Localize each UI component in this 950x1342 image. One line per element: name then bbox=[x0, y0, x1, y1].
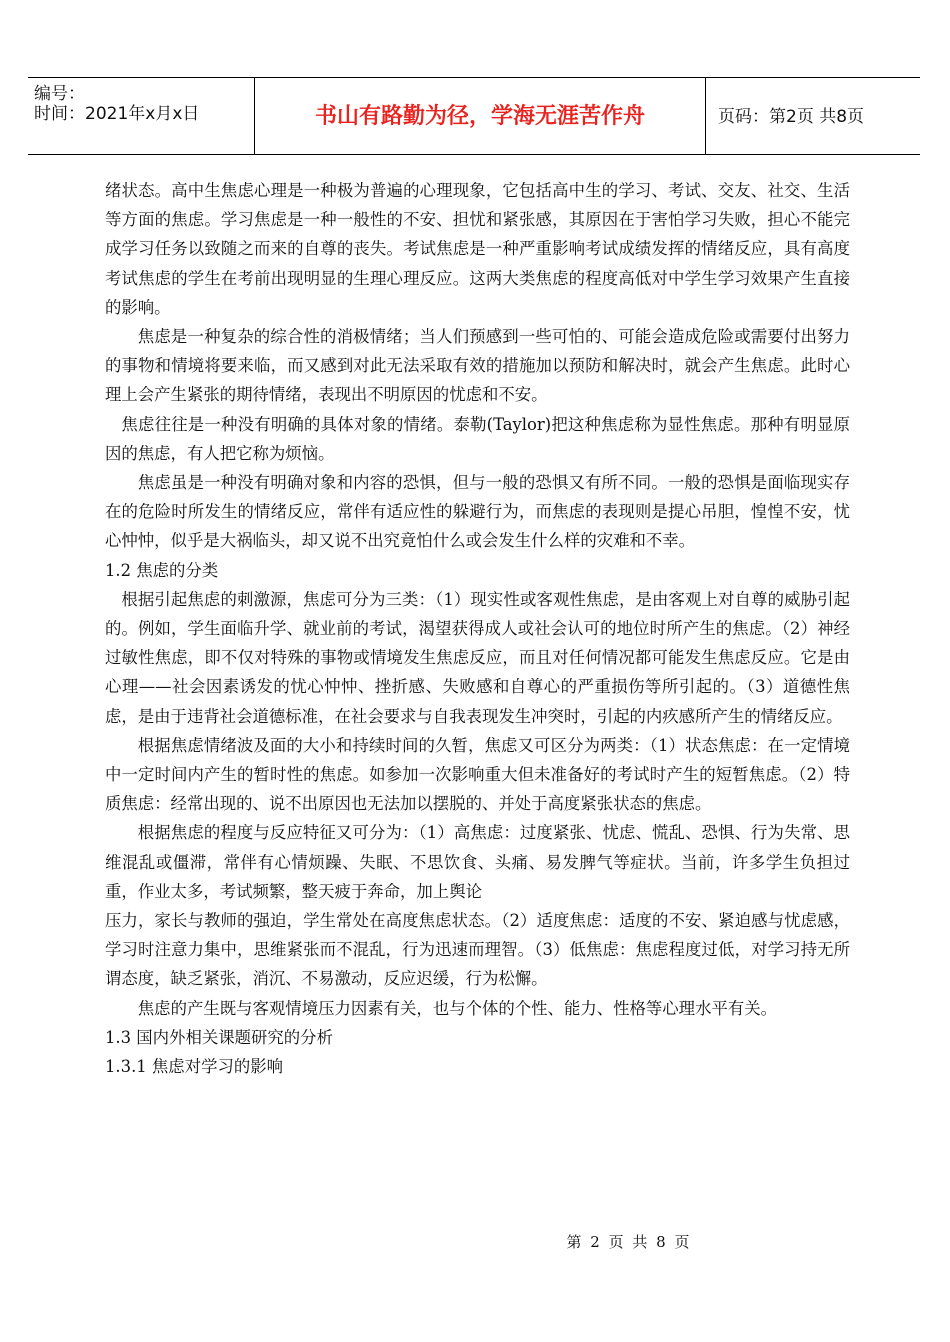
page-header bbox=[28, 77, 920, 155]
body-paragraph: 根据焦虑情绪波及面的大小和持续时间的久暂，焦虑又可区分为两类：（1）状态焦虑：在一定情境中一定时间内产生的暂时性的焦虑。如参加一次影响重大但未准备好的考试时产生的短暂焦虑。（2）特质焦虑：经常出现的、说不出原因也无法加以摆脱的、并处于高度紧张状态的焦虑。 bbox=[105, 735, 850, 814]
body-paragraph: 压力，家长与教师的强迫，学生常处在高度焦虑状态。（2）适度焦虑：适度的不安、紧迫感与忧虑感，学习时注意力集中，思维紧张而不混乱，行为迅速而理智。（3）低焦虑：焦虑程度过低，对学习持无所谓态度，缺乏紧张，消沉、不易激动，反应迟缓，行为松懈。 bbox=[105, 911, 850, 989]
header-page-cell bbox=[706, 78, 920, 154]
header-left-cell bbox=[28, 78, 254, 154]
section-heading: 1.2 焦虑的分类 bbox=[105, 560, 219, 580]
body-paragraph: 根据焦虑的程度与反应特征又可分为：（1）高焦虑：过度紧张、忧虑、慌乱、恐惧、行为失常、思维混乱或僵滞，常伴有心情烦躁、失眠、不思饮食、头痛、易发脾气等症状。当前，许多学生负担过重，作业太多，考试频繁，整天疲于奔命，加上舆论 bbox=[105, 823, 850, 901]
body-paragraph: 焦虑的产生既与客观情境压力因素有关，也与个体的个性、能力、性格等心理水平有关。 bbox=[137, 998, 778, 1018]
body-paragraph: 焦虑是一种复杂的综合性的消极情绪；当人们预感到一些可怕的、可能会造成危险或需要付出努力的事物和情境将要来临，而又感到对此无法采取有效的措施加以预防和解决时，就会产生焦虑。此时心理上会产生紧张的期待情绪，表现出不明原因的忧虑和不安。 bbox=[105, 327, 850, 405]
header-motto-cell bbox=[254, 78, 706, 154]
doc-code-label: 编号： bbox=[34, 84, 85, 104]
page-number: 第 2 页 共 8 页 bbox=[566, 1233, 692, 1251]
body-paragraph: 根据引起焦虑的刺激源，焦虑可分为三类：（1）现实性或客观性焦虑，是由客观上对自尊的威胁引起的。例如，学生面临升学、就业前的考试，渴望获得成人或社会认可的地位时所产生的焦虑。（2）神经过敏性焦虑，即不仅对特殊的事物或情境发生焦虑反应，而且对任何情况都可能发生焦虑反应。它是由心理——社会因素诱发的忧心忡忡、挫折感、失败感和自尊心的严重损伤等所引起的。（3）道德性焦虑，是由于违背社会道德标准，在社会要求与自我表现发生冲突时，引起的内疚感所产生的情绪反应。 bbox=[105, 589, 850, 726]
body-paragraph: 绪状态。高中生焦虑心理是一种极为普遍的心理现象，它包括高中生的学习、考试、交友、社交、生活等方面的焦虑。学习焦虑是一种一般性的不安、担忧和紧张感，其原因在于害怕学习失败，担心不能完成学习任务以致随之而来的自尊的丧失。考试焦虑是一种严重影响考试成绩发挥的情绪反应，具有高度考试焦虑的学生在考前出现明显的生理心理反应。这两大类焦虑的程度高低对中学生学习效果产生直接的影响。 bbox=[105, 181, 850, 317]
header-motto: 书山有路勤为径，学海无涯苦作舟 bbox=[314, 104, 645, 129]
section-heading: 1.3.1 焦虑对学习的影响 bbox=[105, 1057, 284, 1077]
doc-time-label: 时间：2021年x月x日 bbox=[34, 104, 200, 124]
header-page-info: 页码：第2页 共8页 bbox=[718, 107, 865, 127]
page-footer bbox=[0, 1232, 950, 1252]
section-heading: 1.3 国内外相关课题研究的分析 bbox=[105, 1027, 333, 1047]
body-paragraph: 焦虑虽是一种没有明确对象和内容的恐惧，但与一般的恐惧又有所不同。一般的恐惧是面临现实存在的危险时所发生的情绪反应，常伴有适应性的躲避行为，而焦虑的表现则是提心吊胆，惶惶不安，忧心忡忡，似乎是大祸临头，却又说不出究竟怕什么或会发生什么样的灾难和不幸。 bbox=[105, 473, 850, 551]
document-body bbox=[105, 176, 850, 1081]
body-paragraph: 焦虑往往是一种没有明确的具体对象的情绪。泰勒(Taylor)把这种焦虑称为显性焦虑。那种有明显原因的焦虑，有人把它称为烦恼。 bbox=[105, 414, 850, 463]
